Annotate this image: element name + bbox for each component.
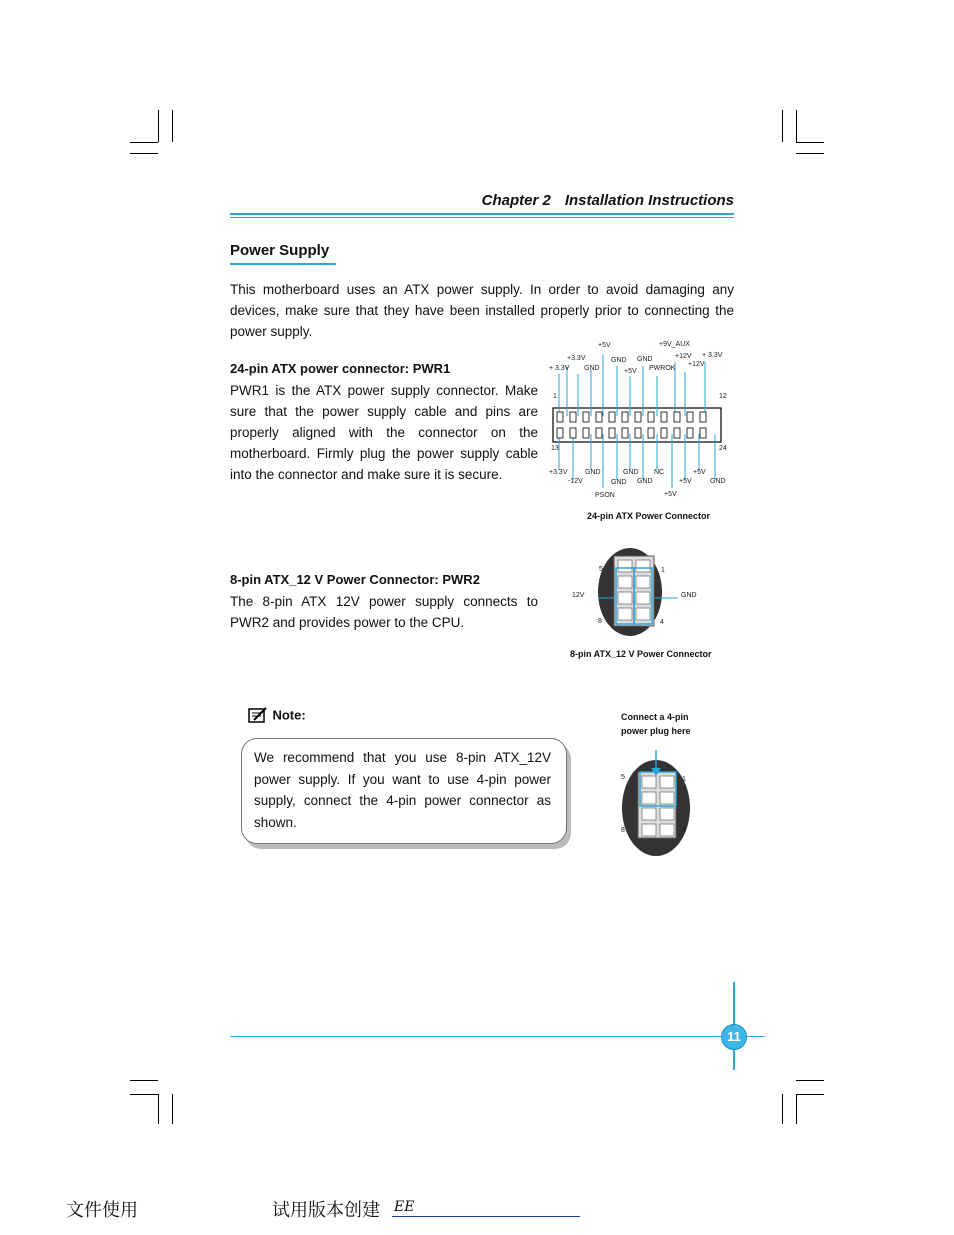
pwr1-block [230,361,538,485]
footer-rule [230,1036,765,1037]
chapter-title: Installation Instructions [564,192,734,209]
trial-underline [392,1216,580,1217]
pin-number: 4 [660,619,664,626]
pin-number: 1 [661,567,665,574]
pin-label: +3.3V [567,355,586,362]
note-icon [248,706,268,724]
crop-mark [172,110,173,142]
trial-mark: EE [394,1199,415,1215]
crop-mark [782,1094,783,1124]
header-rule [230,213,734,215]
pin-label: NC [654,469,665,476]
pin-number: 12 [719,393,727,400]
four-pin-diagram [618,712,728,857]
crop-mark [796,142,824,143]
pin-label: GND [585,469,601,476]
header-rule-thin [230,217,734,218]
note-label: Note: [272,707,306,723]
section-title: Power Supply [230,242,330,259]
crop-mark [130,1094,158,1095]
intro-paragraph: This motherboard uses an ATX power supply. In order to avoid damaging any devices, make sure that they have been installed properly prior to connecting the power supply. [230,282,734,339]
note-text: We recommend that you use 8-pin ATX_12V power supply. If you want to use 4-pin power supply, connect the 4-pin power connector as shown. [254,750,551,830]
atx24-diagram [545,338,735,528]
pin-label: +5V [664,491,677,498]
watermark-left: 文件使用 [66,1200,138,1221]
pin-number: 5 [599,566,603,573]
pin-label: PSON [595,492,615,499]
pin-label: GND [623,469,639,476]
crop-mark [158,1094,159,1124]
pin-number: 8 [598,618,602,625]
pin-label: +9V_AUX [659,341,690,348]
pwr2-block [230,572,538,633]
pin-label: -12V [568,478,583,485]
atx8-connector-svg [568,546,728,646]
pin-label: GND [637,356,653,363]
atx8-caption: 8-pin ATX_12 V Power Connector [570,649,712,659]
four-pin-caption-1: Connect a 4-pin [621,712,689,722]
chapter-header [230,192,734,209]
pwr2-title: 8-pin ATX_12 V Power Connector: PWR2 [230,572,480,587]
four-pin-caption-2: power plug here [621,726,691,736]
pin-label: +5V [693,469,706,476]
atx8-diagram [568,546,728,661]
crop-mark [796,110,797,142]
pin-label: GND [611,357,627,364]
section-underline [230,263,336,265]
chapter-number: Chapter 2 [481,192,551,209]
note-heading [248,706,306,724]
pwr1-body: PWR1 is the ATX power supply connector. Make sure that the power supply cable and pins are properly aligned with the connector on the motherboard. Firmly plug the power supply cable into the connector and make sure it is secure. [230,383,538,482]
crop-mark [782,110,783,142]
crop-mark [130,153,158,154]
pin-label: +3.3V [549,469,568,476]
pin-label: +5V [624,368,637,375]
pwr2-body: The 8-pin ATX 12V power supply connects to PWR2 and provides power to the CPU. [230,594,538,630]
crop-mark [130,1080,158,1081]
pwr1-title: 24-pin ATX power connector: PWR1 [230,361,451,376]
crop-mark [796,1094,824,1095]
crop-mark [796,1094,797,1124]
four-pin-svg [618,742,728,857]
crop-mark [158,110,159,142]
pin-label: +12V [675,353,692,360]
crop-mark [130,142,158,143]
pin-label: +12V [688,361,705,368]
atx24-caption: 24-pin ATX Power Connector [587,511,711,521]
pin-number: 13 [551,445,559,452]
pin-number: 24 [719,445,727,452]
pin-number: 8 [621,827,625,834]
crop-mark [172,1094,173,1124]
pin-label: GND [611,479,627,486]
watermark-right: 试用版本创建 [272,1200,380,1221]
crop-mark [796,1080,824,1081]
page-number: 11 [721,1024,747,1050]
pin-label: +5V [598,342,611,349]
pin-number: 1 [553,393,557,400]
pin-label: + 3.3V [702,352,723,359]
pin-number: 5 [621,774,625,781]
pin-label: GND [637,478,653,485]
voltage-label: 12V [572,592,585,599]
pin-label: +5V [679,478,692,485]
pin-label: PWROK [649,365,676,372]
crop-mark [796,153,824,154]
pin-label: GND [710,478,726,485]
pin-label: GND [584,365,600,372]
pin-label: + 3.3V [549,365,570,372]
pin-number: 4 [682,827,686,834]
ground-label: GND [681,592,697,599]
pin-number: 1 [682,776,686,783]
